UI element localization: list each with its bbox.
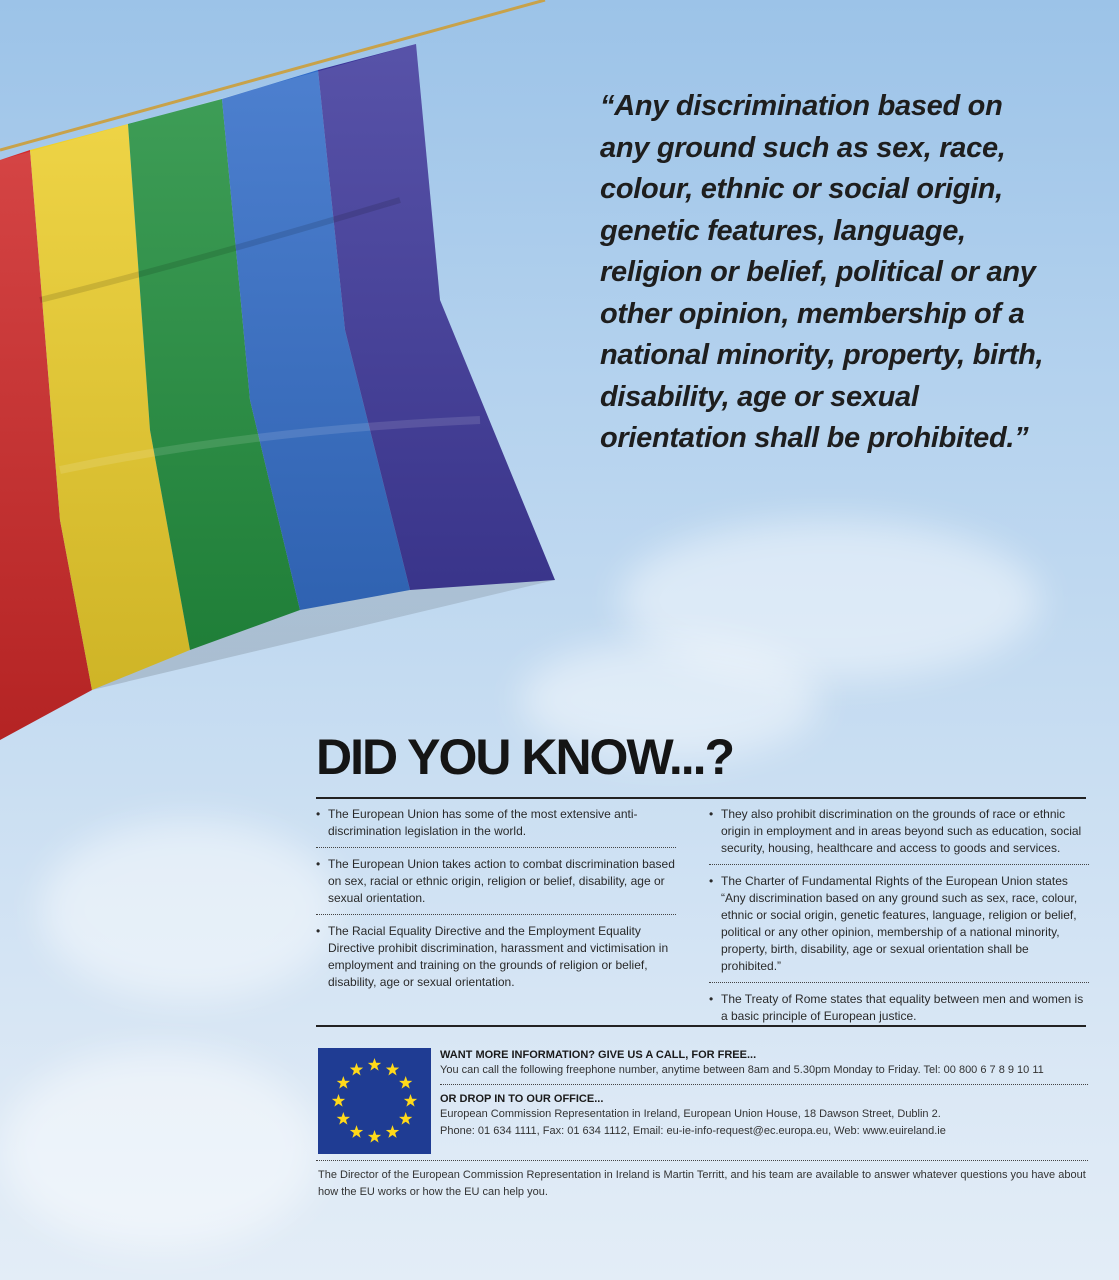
- quote-line: orientation shall be prohibited.”: [600, 422, 1029, 454]
- quote-line: disability, age or sexual: [600, 380, 919, 413]
- rainbow-flag-image: [0, 0, 600, 760]
- divider: [316, 1160, 1088, 1161]
- divider: [440, 1084, 1088, 1085]
- cloud: [0, 1050, 320, 1250]
- list-item: • The European Union takes action to combat discrimination based on sex, racial or ethnic origin, religion or belief, disability, age or sexual orientation.: [316, 856, 676, 915]
- office-contact: Phone: 01 634 1111, Fax: 01 634 1112, Email: eu-ie-info-request@ec.europa.eu, Web: www.euireland.ie: [440, 1125, 946, 1137]
- flag-shading: [0, 44, 555, 740]
- list-item: • The Racial Equality Directive and the Employment Equality Directive prohibit discrimination, harassment and victimisation in employment and training on the grounds of religion or belief, disability, age or sexual orientation.: [316, 923, 676, 998]
- footer-note: The Director of the European Commission Representation in Ireland is Martin Territt, and his team are available to answer whatever questions you have about how the EU works or how the EU can help you.: [318, 1169, 1086, 1198]
- office-heading: OR DROP IN TO OUR OFFICE...: [440, 1093, 604, 1105]
- quote-line: colour, ethnic or social origin,: [600, 173, 1003, 205]
- quote-line: religion or belief, political or any: [600, 256, 1036, 288]
- divider: [316, 797, 1086, 799]
- list-item: • The European Union has some of the most extensive anti-discrimination legislation in the world.: [316, 806, 676, 848]
- office-address: European Commission Representation in Ireland, European Union House, 18 Dawson Street, Dublin 2.: [440, 1108, 941, 1120]
- quote-line: genetic features, language,: [600, 214, 966, 247]
- call-text: You can call the following freephone number, anytime between 8am and 5.30pm Monday to Friday. Tel: 00 800 6 7 8 9 10 11: [440, 1064, 1044, 1076]
- list-item: • The Treaty of Rome states that equality between men and women is a basic principle of European justice.: [709, 991, 1089, 1032]
- eu-flag-logo: [318, 1048, 431, 1154]
- quote-line: national minority, property, birth,: [600, 339, 1044, 371]
- facts-right-list: [709, 806, 1089, 1040]
- quote-line: any ground such as sex, race,: [600, 131, 1006, 164]
- list-item: • They also prohibit discrimination on the grounds of race or ethnic origin in employment and in areas beyond such as education, social security, housing, healthcare and access to goods and services.: [709, 806, 1089, 865]
- headline: DID YOU KNOW...?: [316, 729, 734, 785]
- cloud: [40, 820, 340, 1000]
- quote-line: “Any discrimination based on: [600, 90, 1003, 122]
- divider: [316, 1025, 1086, 1027]
- call-heading: WANT MORE INFORMATION? GIVE US A CALL, FOR FREE...: [440, 1049, 757, 1061]
- quote-line: other opinion, membership of a: [600, 297, 1025, 330]
- list-item: • The Charter of Fundamental Rights of the European Union states “Any discrimination based on any ground such as sex, race, colour, ethnic or social origin, genetic features, language, religion or belief, political or any other opinion, membership of a national minority, property, birth, disability, age or sexual orientation shall be prohibited.”: [709, 873, 1089, 983]
- facts-left-list: [316, 806, 676, 1006]
- contact-info: [440, 1048, 1088, 1140]
- charter-quote: [600, 86, 1070, 460]
